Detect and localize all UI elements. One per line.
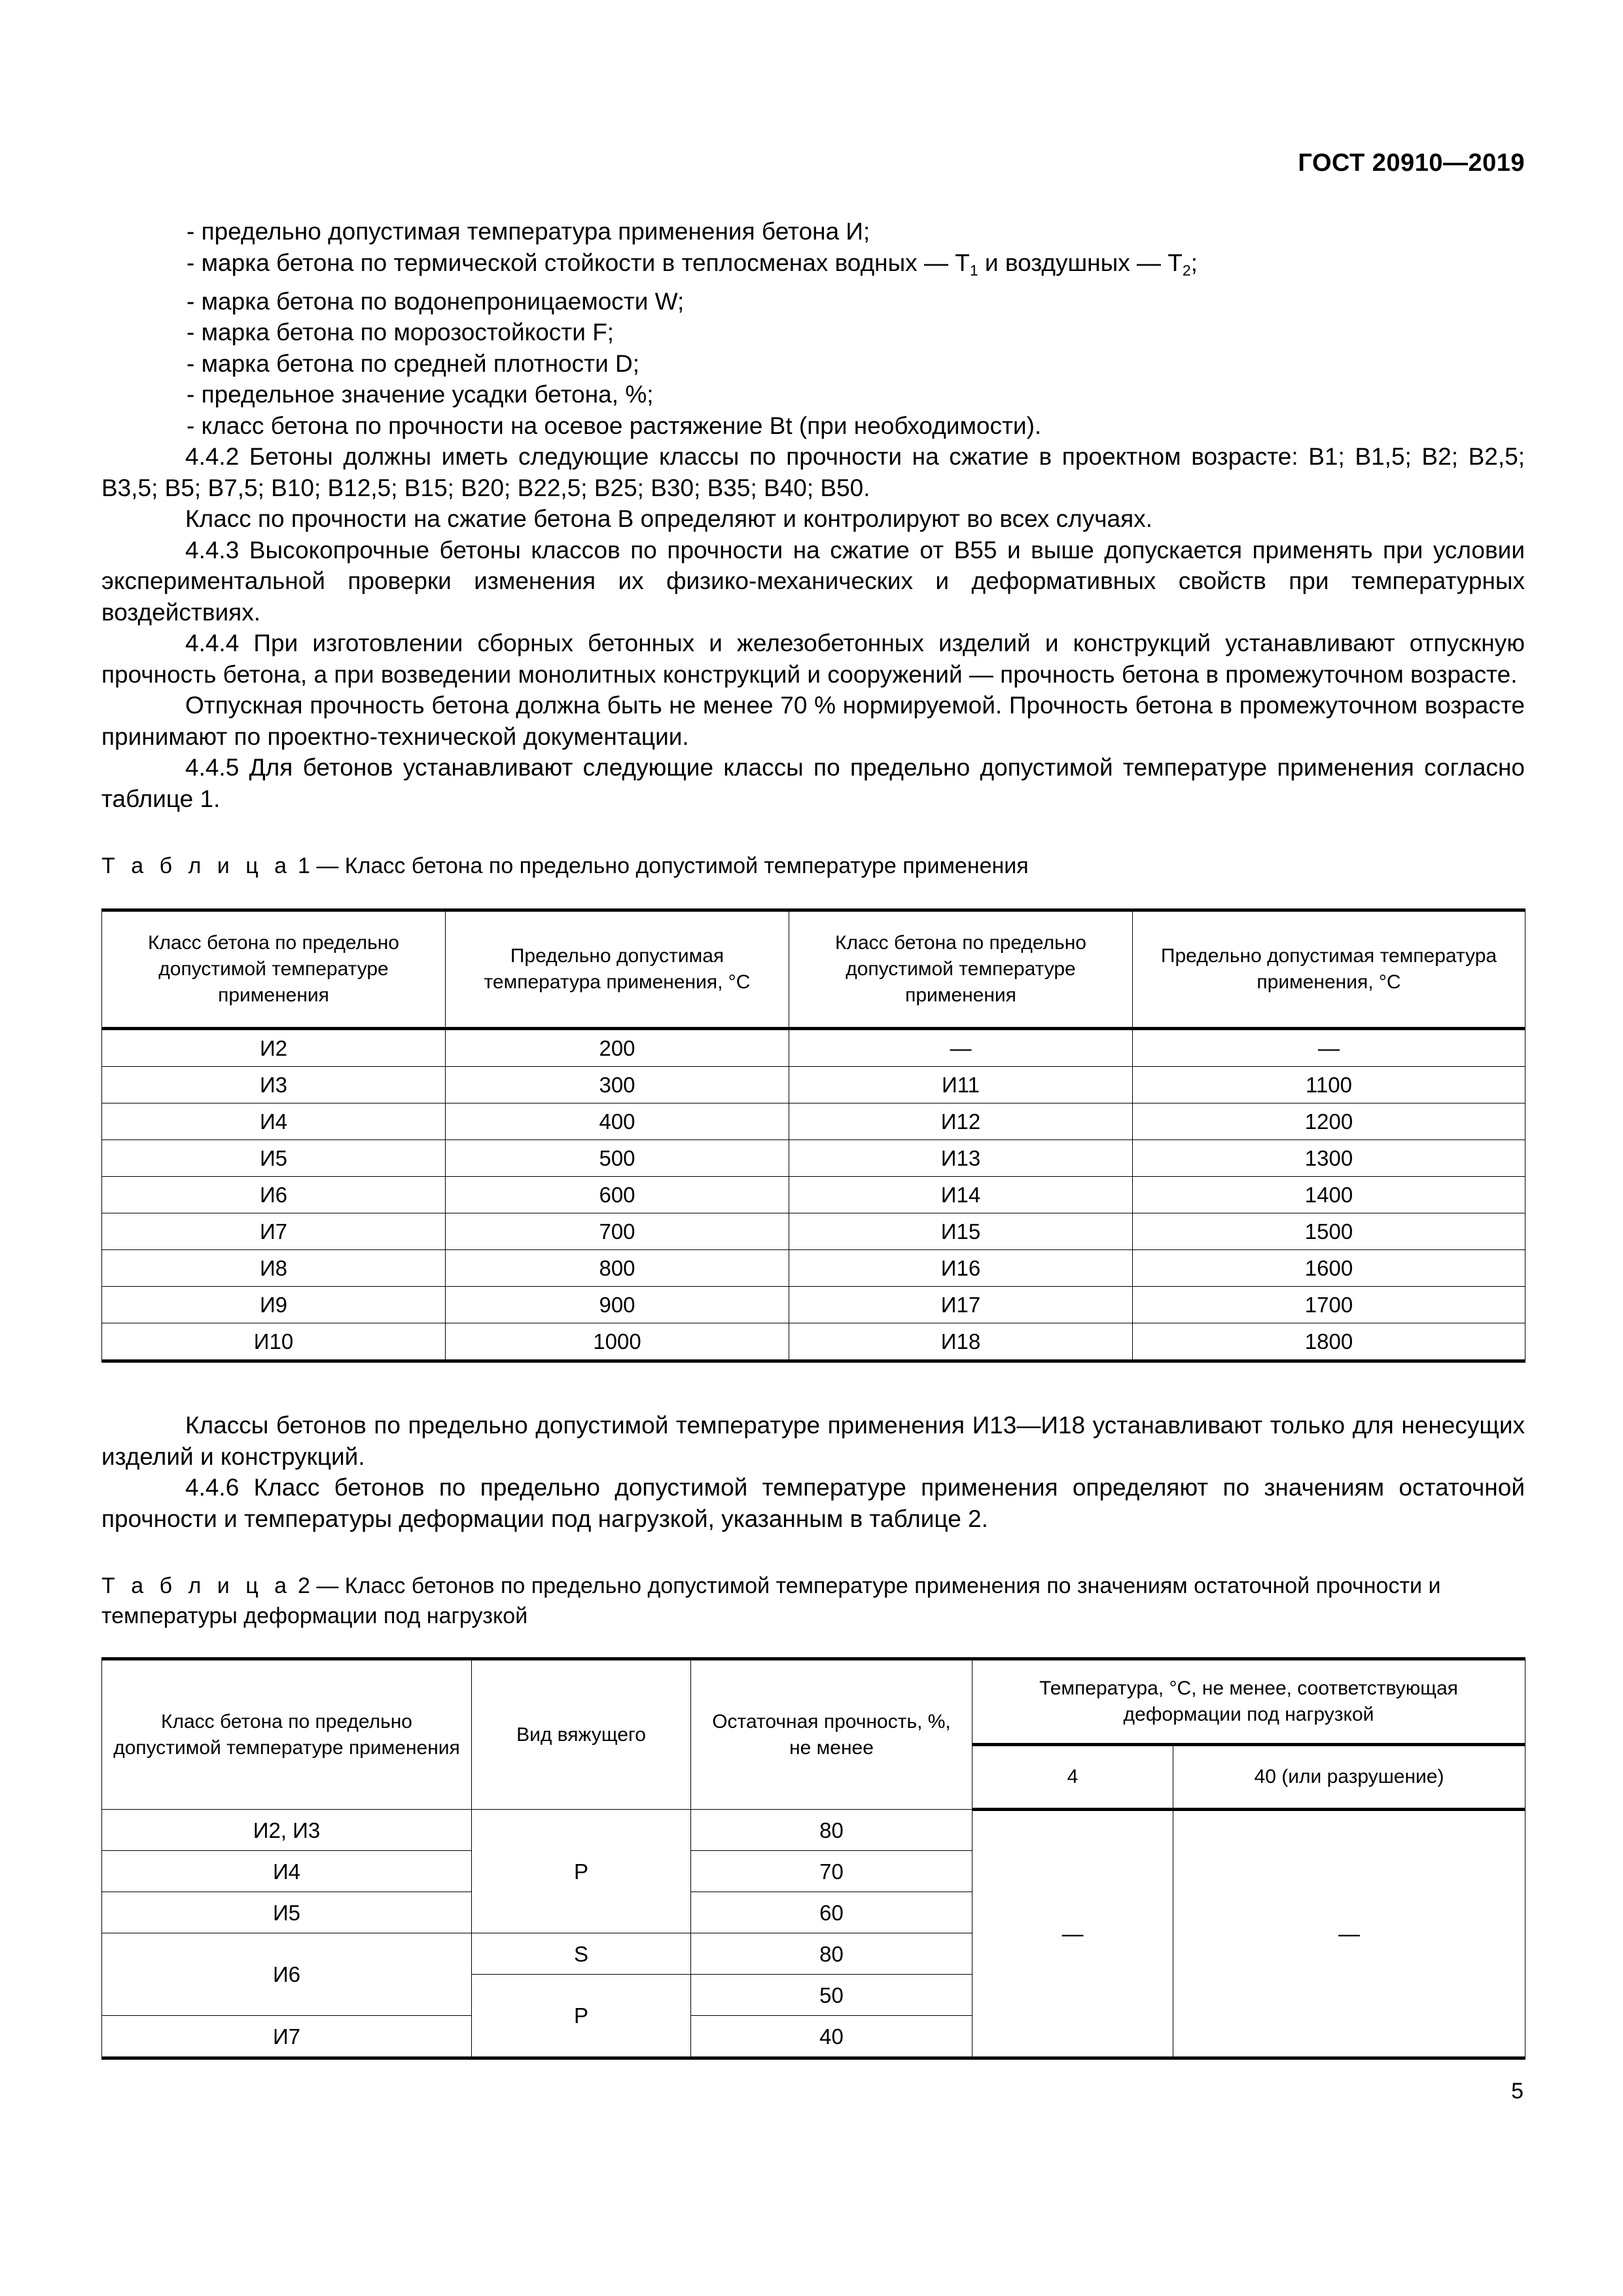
table-header-row	[102, 910, 1525, 1029]
cell-class-1: И8	[102, 1250, 446, 1287]
table-row	[102, 1177, 1525, 1213]
cell-temp-1: 500	[446, 1140, 789, 1177]
clause-4-4-2: 4.4.2 Бетоны должны иметь следующие классы по прочности на сжатие в проектном возрасте: В1; В1,5; В2; В2,5; В3,5; В5; В7,5; В10; В12,5; В15; В20; В22,5; В25; В30; В35; В40; В50.	[101, 443, 1525, 501]
cell-class-1: И5	[102, 1140, 446, 1177]
cell-binder-type: Р	[472, 1975, 691, 2058]
table-row	[102, 1067, 1525, 1103]
table-row	[102, 1140, 1525, 1177]
cell-temp-1: 900	[446, 1287, 789, 1323]
cell-temp-2: 1600	[1133, 1250, 1525, 1287]
cell-class-2: И17	[789, 1287, 1133, 1323]
cell-temp-1: 200	[446, 1029, 789, 1067]
cell-class-1: И3	[102, 1067, 446, 1103]
document-body	[101, 216, 1525, 2060]
cell-residual-strength: 70	[691, 1851, 972, 1892]
column-header-deformation-4: 4	[972, 1745, 1173, 1810]
cell-temp-1: 300	[446, 1067, 789, 1103]
table-2-class-by-residual-strength-and-deformation-temperature	[101, 1657, 1525, 2060]
cell-class-1: И10	[102, 1323, 446, 1361]
cell-temp-1: 1000	[446, 1323, 789, 1361]
column-header-temperature-2: Предельно допустимая температура применения, °С	[1133, 910, 1525, 1029]
clause-4-4-3: 4.4.3 Высокопрочные бетоны классов по прочности на сжатие от В55 и выше допускается применять при условии экспериментальной проверки изменения их физико-механических и деформативных свойств при температурных воздействиях.	[101, 536, 1525, 626]
table-1-caption-text: 1 — Класс бетона по предельно допустимой температуре применения	[298, 853, 1029, 879]
cell-temperature-4: —	[972, 1810, 1173, 2058]
cell-residual-strength: 50	[691, 1975, 972, 2016]
cell-temp-2: 1200	[1133, 1103, 1525, 1140]
cell-residual-strength: 80	[691, 1933, 972, 1975]
table-1-caption-label: Т а б л и ц а	[101, 853, 292, 879]
clause-4-4-5: 4.4.5 Для бетонов устанавливают следующие классы по предельно допустимой температуре применения согласно таблице 1.	[101, 754, 1525, 812]
cell-temp-2: 1800	[1133, 1323, 1525, 1361]
cell-class-1: И4	[102, 1103, 446, 1140]
clause-4-4-4: 4.4.4 При изготовлении сборных бетонных и железобетонных изделий и конструкций устанавливают отпускную прочность бетона, а при возведении монолитных конструкций и сооружений — прочность бетона в промежуточном возрасте.	[101, 630, 1525, 688]
cell-temp-2: 1700	[1133, 1287, 1525, 1323]
cell-concrete-class: И6	[102, 1933, 472, 2016]
table-2-caption-text: 2 — Класс бетонов по предельно допустимой температуре применения по значениям остаточной прочности и температуры деформации под нагрузкой	[101, 1573, 1441, 1629]
cell-temperature-40: —	[1173, 1810, 1525, 2058]
cell-concrete-class: И5	[102, 1892, 472, 1933]
list-item: - марка бетона по средней плотности D;	[187, 350, 640, 377]
list-item-text-a: - марка бетона по термической стойкости в теплосменах водных — Т	[187, 249, 970, 276]
cell-temp-2: 1500	[1133, 1213, 1525, 1250]
requirements-bullet-list	[101, 216, 1525, 441]
page-number: 5	[1511, 2079, 1524, 2104]
table-row	[102, 1029, 1525, 1067]
note-classes-i13-i18: Классы бетонов по предельно допустимой температуре применения И13—И18 устанавливают только для ненесущих изделий и конструкций.	[101, 1412, 1525, 1470]
column-header-class-1: Класс бетона по предельно допустимой температуре применения	[102, 910, 446, 1029]
table-row	[102, 1287, 1525, 1323]
cell-class-2: —	[789, 1029, 1133, 1067]
cell-temp-1: 400	[446, 1103, 789, 1140]
cell-class-2: И11	[789, 1067, 1133, 1103]
list-item	[101, 247, 1525, 286]
cell-class-2: И14	[789, 1177, 1133, 1213]
list-item-text-b: и воздушных — Т	[978, 249, 1183, 276]
table-header-row	[102, 1659, 1525, 1745]
cell-class-2: И12	[789, 1103, 1133, 1140]
table-1-caption	[101, 851, 1525, 881]
cell-temp-1: 800	[446, 1250, 789, 1287]
clause-4-4-2-note: Класс по прочности на сжатие бетона В определяют и контролируют во всех случаях.	[185, 505, 1152, 533]
cell-concrete-class: И4	[102, 1851, 472, 1892]
cell-concrete-class: И7	[102, 2016, 472, 2058]
cell-class-1: И2	[102, 1029, 446, 1067]
table-row	[102, 1250, 1525, 1287]
cell-class-1: И6	[102, 1177, 446, 1213]
column-header-residual-strength: Остаточная прочность, %, не менее	[691, 1659, 972, 1810]
table-2-caption	[101, 1571, 1525, 1631]
subscript-t1: 1	[969, 261, 978, 279]
list-item: - предельно допустимая температура применения бетона И;	[187, 218, 870, 245]
cell-temp-2: —	[1133, 1029, 1525, 1067]
clause-4-4-6: 4.4.6 Класс бетонов по предельно допустимой температуре применения определяют по значениям остаточной прочности и температуры деформации под нагрузкой, указанным в таблице 2.	[101, 1474, 1525, 1532]
cell-binder-type: S	[472, 1933, 691, 1975]
list-item-text-c: ;	[1190, 249, 1198, 276]
cell-class-2: И15	[789, 1213, 1133, 1250]
list-item: - предельное значение усадки бетона, %;	[187, 381, 654, 408]
cell-class-2: И13	[789, 1140, 1133, 1177]
page-header-standard-number: ГОСТ 20910—2019	[1298, 149, 1525, 177]
list-item: - класс бетона по прочности на осевое растяжение Bt (при необходимости).	[187, 412, 1042, 439]
cell-residual-strength: 80	[691, 1810, 972, 1851]
cell-temp-2: 1400	[1133, 1177, 1525, 1213]
cell-temp-2: 1300	[1133, 1140, 1525, 1177]
cell-class-2: И18	[789, 1323, 1133, 1361]
list-item: - марка бетона по морозостойкости F;	[187, 319, 615, 346]
table-row	[102, 1103, 1525, 1140]
subscript-t2: 2	[1182, 261, 1191, 279]
table-row	[102, 1810, 1525, 1851]
cell-temp-2: 1100	[1133, 1067, 1525, 1103]
table-2-caption-label: Т а б л и ц а	[101, 1573, 292, 1599]
cell-temp-1: 700	[446, 1213, 789, 1250]
cell-class-2: И16	[789, 1250, 1133, 1287]
column-header-class-2: Класс бетона по предельно допустимой температуре применения	[789, 910, 1133, 1029]
column-header-concrete-class: Класс бетона по предельно допустимой температуре применения	[102, 1659, 472, 1810]
table-row	[102, 1213, 1525, 1250]
column-header-temperature-1: Предельно допустимая температура применения, °С	[446, 910, 789, 1029]
cell-binder-type: Р	[472, 1810, 691, 1933]
cell-class-1: И7	[102, 1213, 446, 1250]
column-header-temperature-group: Температура, °С, не менее, соответствующая деформации под нагрузкой	[972, 1659, 1525, 1745]
cell-class-1: И9	[102, 1287, 446, 1323]
column-header-binder-type: Вид вяжущего	[472, 1659, 691, 1810]
table-row	[102, 1323, 1525, 1361]
list-item: - марка бетона по водонепроницаемости W;	[187, 287, 685, 315]
cell-temp-1: 600	[446, 1177, 789, 1213]
table-1-concrete-class-by-max-temperature	[101, 908, 1525, 1363]
cell-residual-strength: 40	[691, 2016, 972, 2058]
clause-4-4-4-note: Отпускная прочность бетона должна быть не менее 70 % нормируемой. Прочность бетона в промежуточном возрасте принимают по проектно-технической документации.	[101, 692, 1525, 750]
cell-residual-strength: 60	[691, 1892, 972, 1933]
cell-concrete-class: И2, И3	[102, 1810, 472, 1851]
column-header-deformation-40: 40 (или разрушение)	[1173, 1745, 1525, 1810]
